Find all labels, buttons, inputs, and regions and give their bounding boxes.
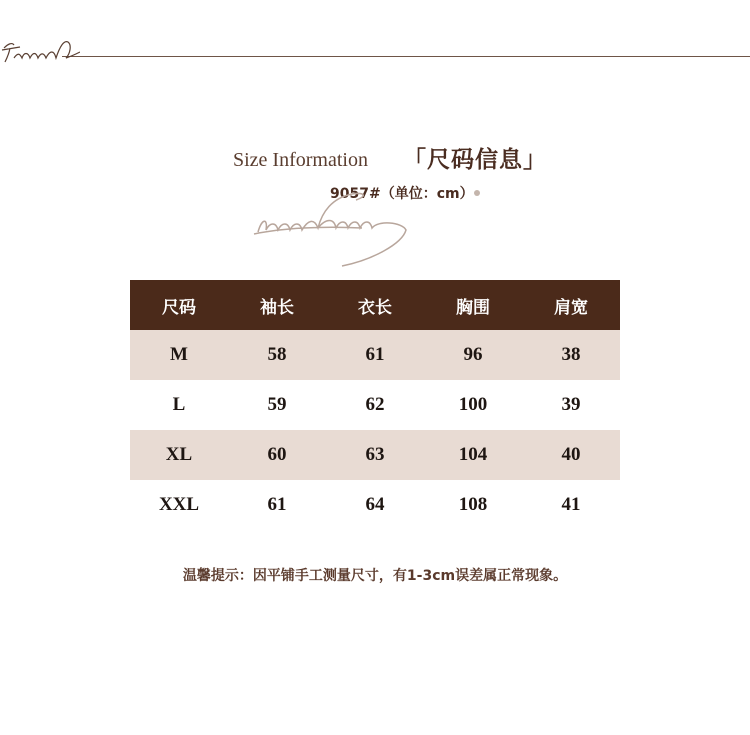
table-row [130,430,620,480]
header-bust: 胸围 [424,280,522,330]
table-cell: M [130,330,228,380]
table-cell: 104 [424,430,522,480]
table-row [130,380,620,430]
table-cell: 61 [267,494,287,515]
table-header-row [130,280,620,330]
table-cell: L [172,394,186,415]
table-cell: 100 [458,394,488,415]
table-cell: 64 [365,494,385,515]
title-chinese: 「尺码信息」 [403,147,547,173]
signature-flourish [252,188,412,270]
measurement-note: 温馨提示：因平铺手工测量尺寸，有1-3cm误差属正常现象。 [182,568,568,584]
table-cell: 61 [326,330,424,380]
table-cell: 63 [326,430,424,480]
header-garment-length: 衣长 [326,280,424,330]
table-cell: 62 [365,394,385,415]
table-row [130,330,620,380]
handwritten-logo [0,36,80,68]
table-cell: 96 [424,330,522,380]
table-cell: XXL [158,494,200,515]
header-size: 尺码 [130,280,228,330]
table-cell: 40 [522,430,620,480]
table-cell: 38 [522,330,620,380]
size-table [130,280,620,530]
table-cell: 108 [458,494,488,515]
top-divider-line [62,56,750,57]
table-cell: XL [130,430,228,480]
table-row [130,480,620,530]
table-cell: 39 [561,394,581,415]
decorative-dot [474,190,480,196]
header-sleeve-length: 袖长 [228,280,326,330]
table-cell: 58 [228,330,326,380]
header-shoulder-width: 肩宽 [522,280,620,330]
table-cell: 60 [228,430,326,480]
table-cell: 41 [561,494,581,515]
table-cell: 59 [267,394,287,415]
unit-subtitle: 9057#（单位：cm） [330,186,474,202]
title-english: Size Information [233,149,368,171]
